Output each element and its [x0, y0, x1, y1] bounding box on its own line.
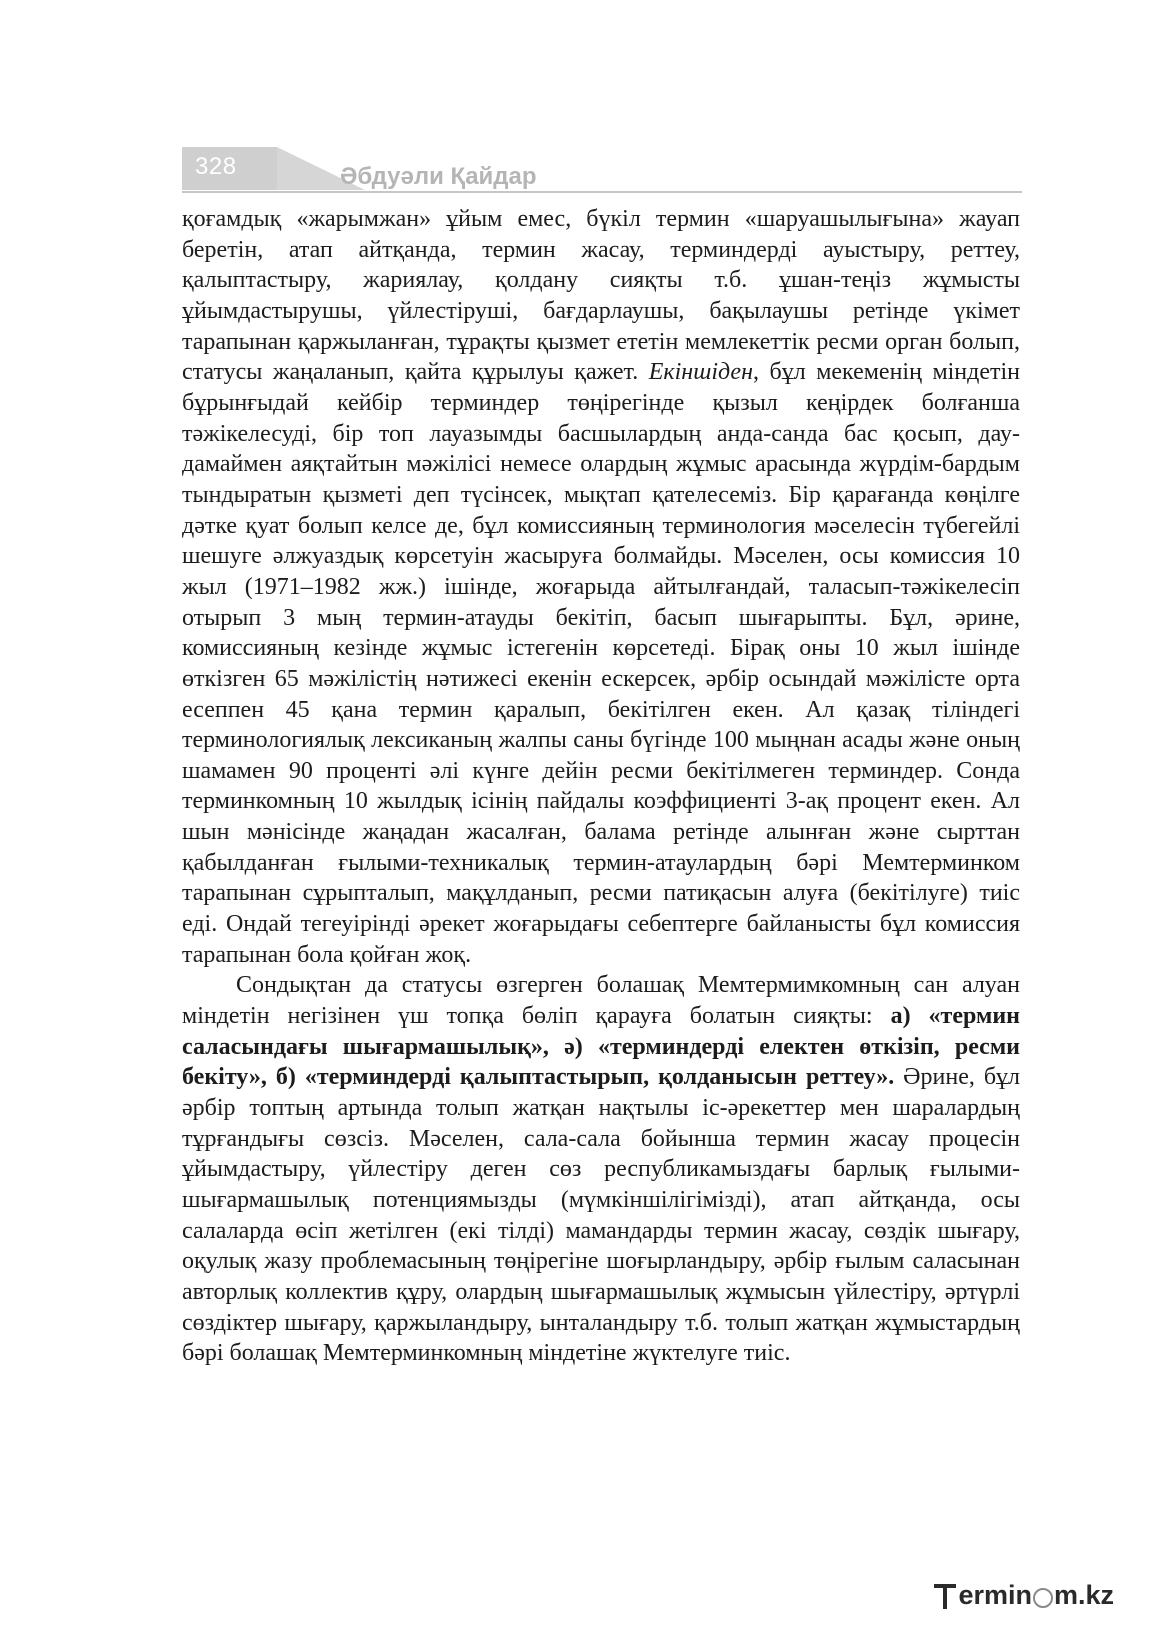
watermark-text-1: ermin: [958, 1580, 1032, 1610]
paragraph-1-text-b: , бұл мекеменің міндетін бұрынғыдай кейбір терминдер төңірегінде қызыл кеңірдек болғанша тәжікелесуді, бір топ лауазымды басшылардың анда-санда бас қосып, дау-дамаймен аяқтайтын мәжілісі немесе олардың жұмыс арасында жүрдім-бардым тындыратын қызметі деп түсінсек, мықтап қателесеміз. Бір қарағанда көңілге дәтке қуат болып келсе де, бұл комиссияның терминология мәселесін түбегейлі шешуге әлжуаздық көрсетуін жасыруға болмайды. Мәселен, осы комиссия 10 жыл (1971–1982 жж.) ішінде, жоғарыда айтылғандай, таласып-тәжікелесіп отырып 3 мың термин-атауды бекітіп, басып шығарыпты. Бұл, әрине, комиссияның кезінде жұмыс істегенін көрсетеді. Бірақ оны 10 жыл ішінде өткізген 65 мәжілістің нәтижесі екенін ескерсек, әрбір осындай мәжілісте орта есеппен 45 қана термин қаралып, бекітілген екен. Ал қазақ тіліндегі терминологиялық лексиканың жалпы саны бүгінде 100 мыңнан асады және оның шамамен 90 проценті әлі күнге дейін ресми бекітілмеген терминдер. Сонда терминкомның 10 жылдық ісінің пайдалы коэффициенті 3-ақ процент екен. Ал шын мәнісінде жаңадан жасалған, балама ретінде алынған және сырттан қабылданған ғылыми-техникалық термин-атаулардың бәрі Мемтерминком тарапынан сұрыпталып, мақұлданып, ресми патиқасын алуға (бекітілуге) тиіс еді. Ондай тегеуірінді әрекет жоғарыдағы себептерге байланысты бұл комиссия тарапынан бола қойған жоқ.: [182, 359, 1021, 968]
running-header: [182, 147, 1022, 195]
site-watermark: [934, 1580, 1114, 1611]
paragraph-1-emphasis: Екіншіден: [648, 359, 753, 386]
page-number: 328: [195, 153, 237, 180]
paragraph-1-text-a: қоғамдық «жарымжан» ұйым емес, бүкіл термин «шаруашылығына» жауап беретін, атап айтқанда, термин жасау, терминдерді ауыстыру, реттеу, қалыптастыру, жариялау, қолдану сияқты т.б. ұшан-теңіз жұмысты ұйымдастырушы, үйлестіруші, бағдарлаушы, бақылаушы ретінде үкімет тарапынан қаржыланған, тұрақты қызмет ететін мемлекеттік ресми орган болып, статусы жаңаланып, қайта құрылуы қажет.: [182, 206, 1020, 386]
page-number-box: [182, 147, 277, 190]
header-rule: [182, 191, 1022, 193]
paragraph-1: [182, 204, 1020, 970]
paragraph-2-bold: а) «термин саласындағы шығармашылық», ә) «терминдерді електен өткізіп, ресми бекіту», б) «терминдерді қалыптастырып, қолданысын реттеу».: [182, 1003, 1020, 1091]
paragraph-2: [182, 970, 1020, 1369]
watermark-text-2: m.kz: [1053, 1580, 1114, 1610]
paragraph-2-text-b: Әрине, бұл әрбір топтың артында толып жатқан нақтылы іс-әрекеттер мен шаралардың тұрғандығы сөзсіз. Мәселен, сала-сала бойынша термин жасау процесін ұйымдастыру, үйлестіру деген сөз республикамыздағы барлық ғылыми-шығармашылық потенциямызды (мүмкіншілігімізді), атап айтқанда, осы салаларда өсіп жетілген (екі тілді) мамандарды термин жасау, сөздік шығару, оқулық жазу проблемасының төңірегіне шоғырландыру, әрбір ғылым саласынан авторлық коллектив құру, олардың шығармашылық жұмысын үйлестіру, әртүрлі сөздіктер шығару, қаржыландыру, ынталандыру т.б. толып жатқан жұмыстардың бәрі болашақ Мемтерминкомның міндетіне жүктелуге тиіс.: [182, 1064, 1021, 1367]
paragraph-2-text-a: Сондықтан да статусы өзгерген болашақ Мемтермимкомның сан алуан міндетін негізінен үш топқа бөліп қарауға болатын сияқты:: [182, 972, 1020, 1030]
magnifier-icon: [1033, 1588, 1053, 1608]
page-body: [182, 204, 1020, 1369]
author-name: Әбдуәли Қайдар: [340, 163, 537, 190]
watermark-t-logo: [934, 1582, 956, 1610]
